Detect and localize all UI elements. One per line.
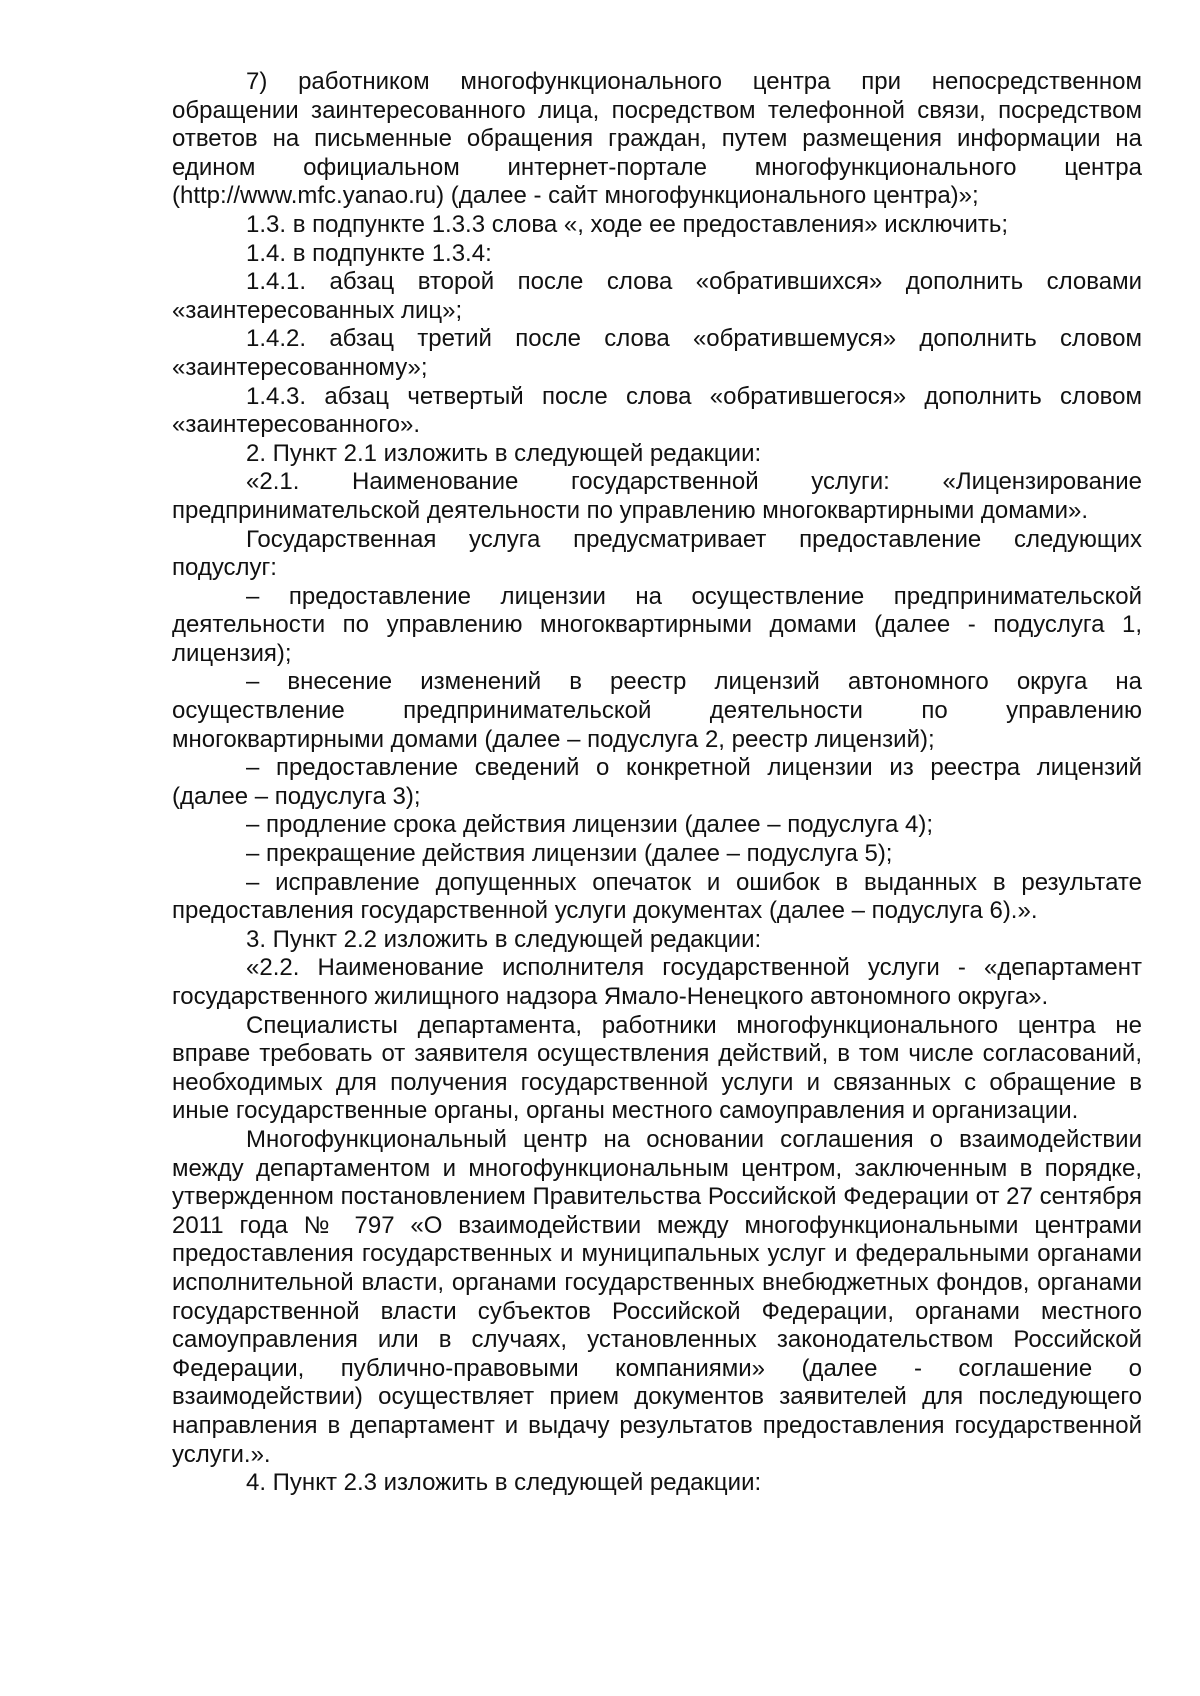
- paragraph-2-2: «2.2. Наименование исполнителя государственной услуги - «департамент государственного жилищного надзора Ямало-Ненецкого автономного округа».: [172, 954, 1142, 1010]
- list-item-subservice-5: – прекращение действия лицензии (далее – подуслуга 5);: [246, 840, 893, 868]
- paragraph-1-4-3: 1.4.3. абзац четвертый после слова «обратившегося» дополнить словом «заинтересованного».: [172, 382, 1142, 439]
- paragraph-item-7: 7) работником многофункционального центра при непосредственном обращении заинтересованного лица, посредством телефонной связи, посредством ответов на письменные обращения граждан, путем размещения информации на едином официальном интернет-портале многофункционального центра (http://www.mfc.yanao.ru) (далее - сайт многофункционального центра)»;: [172, 68, 1142, 210]
- list-item-subservice-2: – внесение изменений в реестр лицензий автономного округа на осуществление предпринимательской деятельности по управлению многоквартирными домами (далее – подуслуга 2, реестр лицензий);: [172, 668, 1142, 753]
- list-item-subservice-6: – исправление допущенных опечаток и ошибок в выданных в результате предоставления государственной услуги документах (далее – подуслуга 6).».: [172, 868, 1142, 925]
- paragraph-subservices-intro: Государственная услуга предусматривает предоставление следующих подуслуг:: [172, 525, 1142, 582]
- paragraph-1-4-2: 1.4.2. абзац третий после слова «обратившемуся» дополнить словом «заинтересованному»;: [172, 325, 1142, 381]
- list-item-subservice-1: – предоставление лицензии на осуществление предпринимательской деятельности по управлению многоквартирными домами (далее - подуслуга 1, лицензия);: [172, 582, 1142, 667]
- paragraph-specialists: Специалисты департамента, работники многофункционального центра не вправе требовать от заявителя осуществления действий, в том числе согласований, необходимых для получения государственной услуги и связанных с обращение в иные государственные органы, органы местного самоуправления и организации.: [172, 1011, 1142, 1125]
- paragraph-1-4: 1.4. в подпункте 1.3.4:: [246, 239, 492, 267]
- paragraph-mfc-agreement: Многофункциональный центр на основании соглашения о взаимодействии между департаментом и многофункциональным центром, заключенным в порядке, утвержденном постановлением Правительства Российской Федерации от 27 сентября 2011 года № 797 «О взаимодействии между многофункциональными центрами предоставления государственных и муниципальных услуг и федеральными органами исполнительной власти, органами государственных внебюджетных фондов, органами государственной власти субъектов Российской Федерации, органами местного самоуправления или в случаях, установленных законодательством Российской Федерации, публично-правовыми компаниями» (далее - соглашение о взаимодействии) осуществляет прием документов заявителей для последующего направления в департамент и выдачу результатов предоставления государственной услуги.».: [172, 1125, 1142, 1468]
- list-item-subservice-3: – предоставление сведений о конкретной лицензии из реестра лицензий (далее – подуслуга 3);: [172, 754, 1142, 810]
- paragraph-4: 4. Пункт 2.3 изложить в следующей редакции:: [246, 1469, 762, 1497]
- paragraph-3: 3. Пункт 2.2 изложить в следующей редакции:: [246, 925, 762, 953]
- paragraph-1-3: 1.3. в подпункте 1.3.3 слова «, ходе ее предоставления» исключить;: [246, 210, 1009, 238]
- paragraph-2-1: «2.1. Наименование государственной услуги: «Лицензирование предпринимательской деятельности по управлению многоквартирными домами».: [172, 468, 1142, 524]
- list-item-subservice-4: – продление срока действия лицензии (далее – подуслуга 4);: [246, 811, 934, 839]
- paragraph-1-4-1: 1.4.1. абзац второй после слова «обратившихся» дополнить словами «заинтересованных лиц»;: [172, 268, 1142, 324]
- document-page: [172, 68, 1142, 1498]
- paragraph-2: 2. Пункт 2.1 изложить в следующей редакции:: [246, 439, 762, 467]
